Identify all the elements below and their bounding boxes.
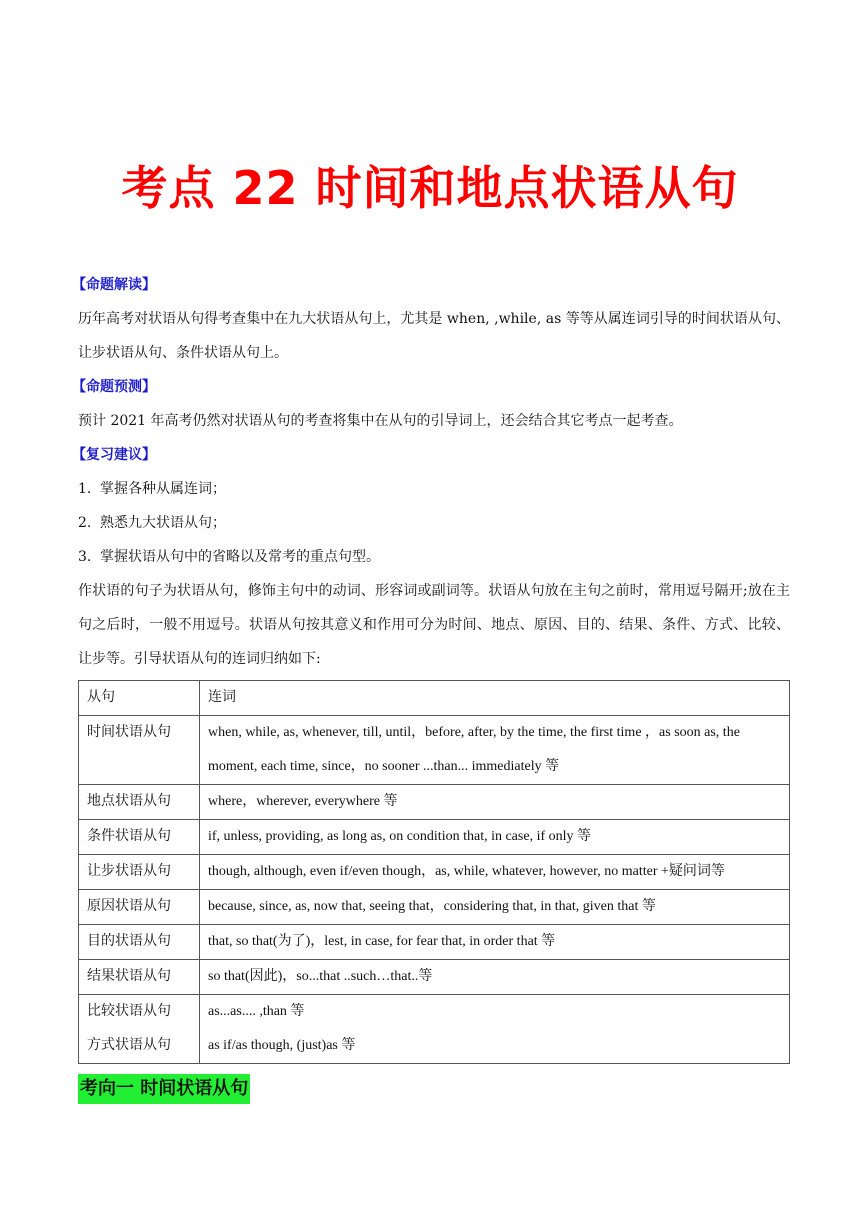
advice-item-number: 3. [78,549,92,565]
advice-item [78,472,790,506]
clause-words: when, while, as, whenever, till, until，before, after, by the time, the first time ，as soon as, the moment, each time, since，no sooner ...than... immediately 等 [200,716,790,785]
advice-item [78,506,790,540]
table-row [79,785,790,820]
clause-type: 让步状语从句 [79,855,200,890]
intro-text: 作状语的句子为状语从句，修饰主句中的动词、形容词或副词等。状语从句放在主句之前时，常用逗号隔开;放在主句之后时，一般不用逗号。状语从句按其意义和作用可分为时间、地点、原因、目的、结果、条件、方式、比较、让步等。引导状语从句的连词归纳如下: [78,583,790,667]
advice-item-number: 2. [78,515,92,531]
clause-words-group [200,995,790,1064]
table-row [79,855,790,890]
clause-type: 地点状语从句 [79,785,200,820]
table-header-row [79,681,790,716]
clause-type: 方式状语从句 [87,1038,171,1053]
clause-words: though, although, even if/even though，as, while, whatever, however, no matter +疑问词等 [200,855,790,890]
clause-words: as...as.... ,than 等 [208,1004,305,1019]
clause-words: that, so that(为了)，lest, in case, for fear that, in order that 等 [200,925,790,960]
clause-words: as if/as though, (just)as 等 [208,1038,356,1053]
prediction-text: 预计 2021 年高考仍然对状语从句的考查将集中在从句的引导词上，还会结合其它考点一起考查。 [78,413,683,429]
heading-prediction: 【命题预测】 [72,379,156,395]
table-row [79,716,790,785]
clause-type-group [79,995,200,1064]
advice-item-text: 掌握各种从属连词； [100,481,226,497]
advice-item-text: 熟悉九大状语从句； [100,515,226,531]
table-row [79,995,790,1064]
table-row [79,960,790,995]
document-body [72,268,790,1104]
heading-advice: 【复习建议】 [72,447,156,463]
conjunction-table [78,680,790,1064]
table-row [79,890,790,925]
table-row [79,820,790,855]
clause-type: 目的状语从句 [79,925,200,960]
section-heading-time-clause: 考向一 时间状语从句 [78,1074,250,1104]
advice-item [78,540,790,574]
clause-type: 比较状语从句 [87,1004,171,1019]
clause-words: so that(因此)，so...that ..such…that..等 [200,960,790,995]
heading-interpretation: 【命题解读】 [72,277,156,293]
header-clause: 从句 [79,681,200,716]
page-title: 考点 22 时间和地点状语从句 [121,161,739,215]
table-row [79,925,790,960]
clause-words: because, since, as, now that, seeing that，considering that, in that, given that 等 [200,890,790,925]
clause-type: 原因状语从句 [79,890,200,925]
interpretation-text: 历年高考对状语从句得考查集中在九大状语从句上，尤其是 when, ,while, as 等等从属连词引导的时间状语从句、让步状语从句、条件状语从句上。 [78,311,790,361]
advice-item-number: 1. [78,481,92,497]
clause-type: 结果状语从句 [79,960,200,995]
header-conjunction: 连词 [200,681,790,716]
clause-words: where，wherever, everywhere 等 [200,785,790,820]
clause-type: 时间状语从句 [79,716,200,785]
clause-words: if, unless, providing, as long as, on condition that, in case, if only 等 [200,820,790,855]
clause-type: 条件状语从句 [79,820,200,855]
advice-item-text: 掌握状语从句中的省略以及常考的重点句型。 [100,549,380,565]
